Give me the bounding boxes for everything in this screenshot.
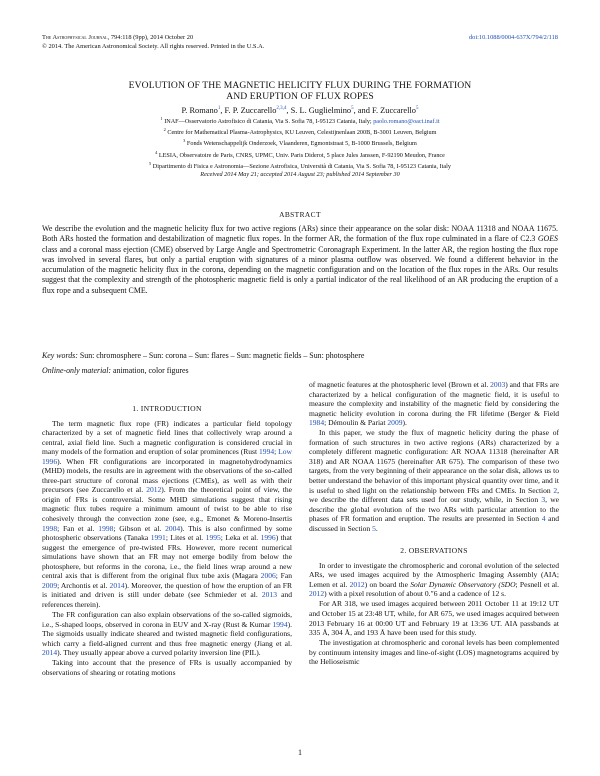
citation-link[interactable]: 2014	[42, 648, 58, 658]
author-name: F. Zuccarello	[371, 105, 416, 115]
affiliation: $^3$ Fonds Wetenschappelijk Onderzoek, Vlaanderen, Egmontstraat 5, B-1000 Brussels, Belgium	[183, 138, 417, 148]
author-list: P. Romano$^1$, F. P. Zuccarello$^{2,3,4}$, S. L. Guglielmino$^5$, and F. Zuccarello$^5$	[181, 105, 419, 115]
journal-citation	[42, 34, 264, 51]
citation-link[interactable]: 2006	[260, 571, 276, 581]
citation-link[interactable]: Low 1996	[42, 447, 292, 466]
citation-link[interactable]: 1984	[309, 418, 325, 428]
citation-link[interactable]: 1996	[260, 533, 276, 543]
keywords-label: Key words:	[42, 351, 78, 360]
affil-ref[interactable]: 5	[415, 106, 419, 111]
paragraph: The investigation at chromospheric and coronal levels has been complemented by continuum intensity images and line-of-sight (LOS) magnetograms acquired by the Helioseismic	[309, 638, 559, 667]
affil-ref[interactable]: 5	[351, 106, 354, 111]
affiliations	[60, 115, 540, 179]
affiliation: $^1$ INAF—Osservatorio Astrofisico di Catania, Via S. Sofia 78, I-95123 Catania, Italy; paolo.romano@oact.inaf.it	[160, 116, 440, 126]
copyright-notice: © 2014. The American Astronomical Society. All rights reserved. Printed in the U.S.A.	[42, 42, 265, 50]
section-link[interactable]: 2	[553, 485, 558, 495]
journal-issue: 794:118 (9pp), 2014 October 20	[110, 34, 194, 41]
citation-link[interactable]: 2003	[490, 380, 506, 389]
section-heading-introduction: 1. INTRODUCTION	[132, 404, 202, 413]
paragraph: For AR 318, we used images acquired between 2011 October 11 at 19:12 UT and October 15 at 23:48 UT, while, for AR 675, we used images acquired between 2013 February 16 at 00:00 UT and February 19 at 13:36 UT. AIA passbands at 335 Å, 304 Å, and 193 Å have been used for this study.	[309, 599, 559, 638]
affil-ref[interactable]: 2,3,4	[276, 106, 287, 111]
citation-link[interactable]: 1998	[42, 523, 58, 533]
citation-link[interactable]: 2004	[165, 523, 181, 533]
citation-link[interactable]: 2012	[146, 485, 162, 495]
citation-link[interactable]: 2009	[387, 418, 403, 428]
author-name: F. P. Zuccarello	[224, 105, 277, 115]
abstract-body: We describe the evolution and the magnetic helicity flux for two active regions (ARs) since their appearance on the solar disk: NOAA 11318 and NOAA 11675. Both ARs hosted the formation and destabilization of magnetic flux ropes. In the former AR, the formation of the flux rope culminated in a flare of C2.3 GOES class and a coronal mass ejection (CME) observed by Large Angle and Spectrometric Coronagraph Experiment. In the latter AR, the region hosting the flux rope was involved in several flares, but only a partial eruption with signatures of a minor plasma outflow was observed. We found a different behavior in the accumulation of the magnetic helicity flux in the corona, depending on the magnetic configuration and on the location of the flux ropes in the ARs. Our results suggest that the complexity and strength of the photospheric magnetic field is only a partial indicator of the real likelihood of an AR producing the eruption of a flux rope and a subsequent CME.	[42, 224, 558, 295]
online-material	[42, 366, 558, 376]
abstract-heading: ABSTRACT	[279, 210, 321, 219]
online-material-label: Online-only material:	[42, 366, 112, 375]
keywords	[42, 351, 558, 361]
paragraph: of magnetic features at the photospheric level (Brown et al. 2003) and that FRs are characterized by a helical configuration of the magnetic field, it is useful to measure the complexity and instability of the magnetic field by considering the magnetic helicity evolution in corona during the FR lifetime (Berger & Field 1984; Démoulin & Pariat 2009).	[309, 380, 559, 428]
keywords-list: Sun: chromosphere – Sun: corona – Sun: flares – Sun: magnetic fields – Sun: photosphere	[79, 351, 365, 360]
citation-link[interactable]: 1998	[98, 523, 114, 533]
paragraph: In order to investigate the chromospheric and coronal evolution of the selected ARs, we used images acquired by the Atmospheric Imaging Assembly (AIA; Lemen et al. 2012) on board the Solar Dynamic Observatory (SDO; Pesnell et al. 2012) with a pixel resolution of about 0.″6 and a cadence of 12 s.	[309, 560, 560, 599]
citation-link[interactable]: 2012	[349, 579, 365, 589]
paragraph: The FR configuration can also explain observations of the so-called sigmoids, i.e., S-shaped loops, observed in corona in EUV and X-ray (Rust & Kumar 1994). The sigmoids usually indicate sheared and twisted magnetic field configurations, which carry a field-aligned current and thus free magnetic energy (Jiang et al. 2014). They usually appear above a curved polarity inversion line (PIL).	[42, 609, 292, 658]
affil-ref[interactable]: 1	[217, 106, 221, 111]
paragraph: Taking into account that the presence of FRs is usually accompanied by observations of shearing or rotating motions	[42, 658, 292, 677]
left-column	[42, 404, 292, 678]
citation-link[interactable]: 2009	[42, 580, 58, 590]
online-material-list: animation, color figures	[113, 366, 189, 375]
journal-name: The Astrophysical Journal,	[42, 34, 110, 41]
paper-title	[60, 80, 540, 103]
section-link[interactable]: 3	[541, 495, 546, 505]
citation-link[interactable]: 2013	[261, 590, 277, 600]
citation-link[interactable]: 1991	[150, 533, 166, 543]
affiliation: $^5$ Dipartimento di Fisica e Astronomia—Sezione Astrofisica, Università di Catania, Via S. Sofia 78, I-95123 Catania, Italy	[149, 160, 451, 170]
section-link[interactable]: 4	[541, 514, 546, 524]
email-link[interactable]: paolo.romano@oact.inaf.it	[373, 118, 440, 126]
citation-link[interactable]: 2014	[109, 580, 125, 590]
section-heading-observations: 2. OBSERVATIONS	[400, 546, 468, 556]
author-name: S. L. Guglielmino	[290, 105, 352, 115]
page-number: 1	[298, 748, 302, 757]
doi-link[interactable]: doi:10.1088/0004-637X/794/2/118	[468, 34, 558, 41]
citation-link[interactable]: 1995	[205, 533, 221, 543]
citation-link[interactable]: 2012	[309, 589, 325, 599]
title-line-2: AND ERUPTION OF FLUX ROPES	[226, 91, 374, 103]
received-dates: Received 2014 May 21; accepted 2014 August 23; published 2014 September 30	[200, 171, 400, 179]
affiliation: $^2$ Centre for Mathematical Plasma-Astrophysics, KU Leuven, Celestijnenlaan 200B, B-3001 Leuven, Belgium	[163, 127, 437, 137]
section-link[interactable]: 5	[372, 523, 376, 533]
citation-link[interactable]: 1994	[259, 447, 275, 457]
title-line-1: EVOLUTION OF THE MAGNETIC HELICITY FLUX DURING THE FORMATION	[128, 80, 472, 91]
right-column	[309, 380, 559, 667]
paragraph: In this paper, we study the flux of magnetic helicity during the phase of formation of such structures in two active regions (ARs) characterized by a completely different magnetic configuration: AR NOAA 11318 (hereinafter AR 318) and AR NOAA 11675 (hereinafter AR 675). The comparison of these two targets, from the very beginning of their appearance on the solar disk, allows us to better understand the behavior of this important physical quantity over time, and it is useful to shed light on the relationship between FRs and CMEs. In Section 2, we describe the different data sets used for our study, while, in Section 3, we describe the global evolution of the two ARs with particular attention to the phases of FR formation and eruption. The results are presented in Section 4 and discussed in Section 5.	[309, 428, 559, 533]
paragraph: The term magnetic flux rope (FR) indicates a particular field topology characterized by a set of magnetic field lines that collectively wrap around a central, axial field line. Such a magnetic configuration is considered crucial in many models of the formation and eruption of solar prominences (Rust 1994; Low 1996). When FR configurations are incorporated in magnetohydrodynamics (MHD) models, the results are in agreement with the observations of the so-called three-part structure of coronal mass ejections (CMEs), as well as with their precursors (see Zuccarello et al. 2012). From the theoretical point of view, the origin of FRs is controversial. Some MHD simulations suggest that rising magnetic flux tubes require a minimum amount of twist to be able to rise cohesively through the convection zone (see, e.g., Emonet & Moreno-Insertis 1998; Fan et al. 1998; Gibson et al. 2004). This is also confirmed by some photospheric observations (Tanaka 1991; Lites et al. 1995; Leka et al. 1996) that suggest the emergence of pre-twisted FRs. However, more recent numerical simulations have shown that an FR may not emerge bodily from below the photosphere, but reforms in the corona, i.e., the field lines wrap around a new central axis that is different from the original flux tube axis (Magara 2006; Fan 2009; Archontis et al. 2014). Moreover, the question of how the eruption of an FR is initiated and driven is still under debate (see Schmieder et al. 2013 and references therein).	[42, 418, 293, 609]
author-name: P. Romano	[181, 105, 218, 115]
citation-link[interactable]: 1994	[272, 619, 288, 629]
affiliation: $^4$ LESIA, Observatoire de Paris, CNRS, UPMC, Univ. Paris Diderot, 5 place Jules Janssen, F-92190 Meudon, France	[155, 149, 445, 159]
